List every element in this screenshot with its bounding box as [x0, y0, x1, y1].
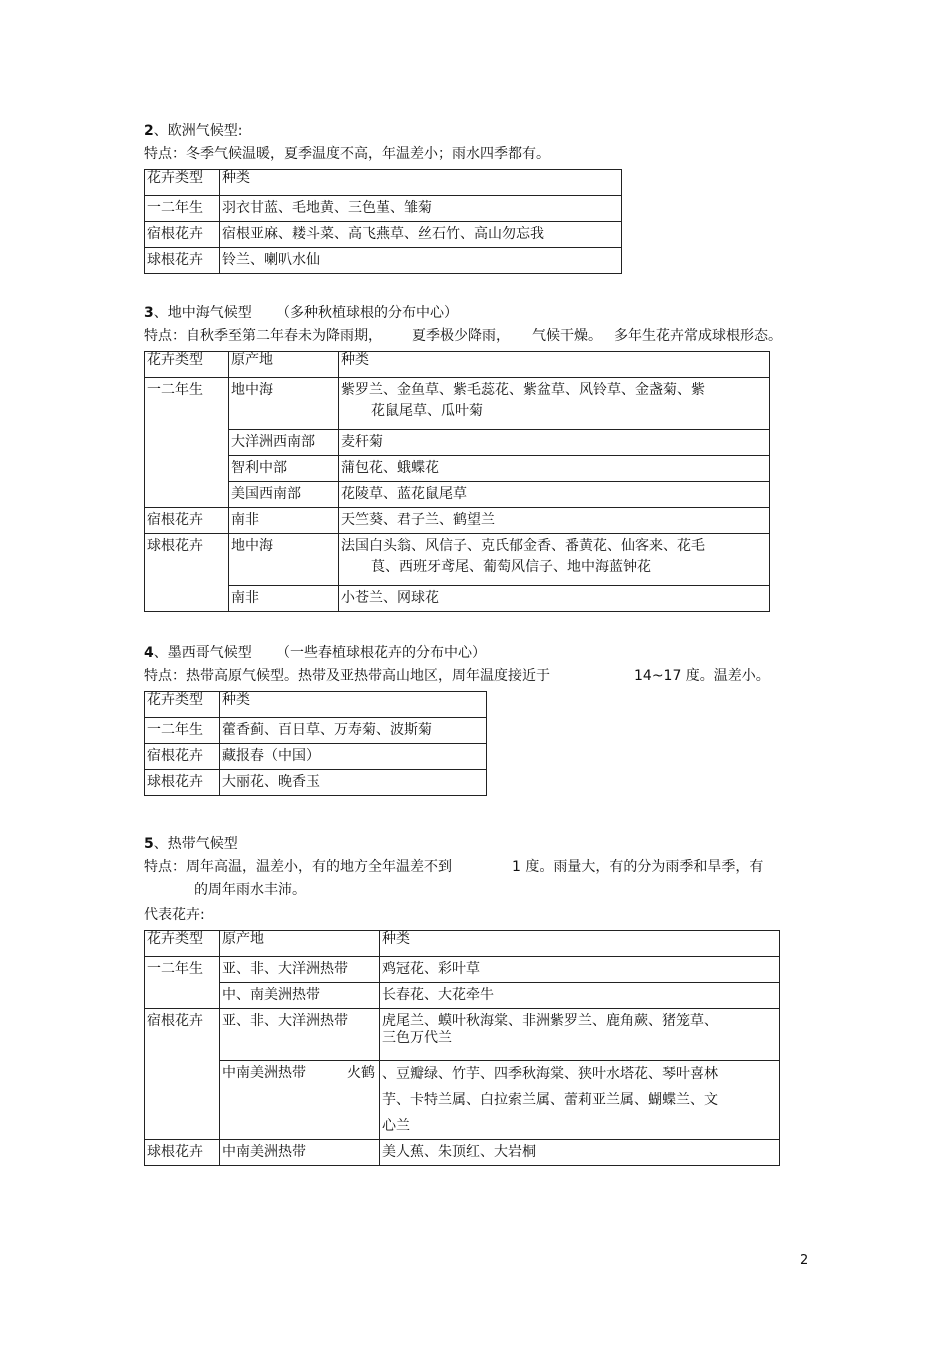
species-cell: 麦秆菊: [339, 430, 770, 456]
table-row: [145, 586, 770, 612]
species-cell: 铃兰、喇叭水仙: [220, 248, 622, 274]
section-4-description: 特点：热带高原气候型。热带及亚热带高山地区，周年温度接近于: [144, 668, 550, 684]
overflow-text: 火鹤: [347, 1065, 375, 1081]
type-cell: 宿根花卉: [145, 222, 220, 248]
header-cell: 种类: [220, 692, 487, 718]
origin-cell: 亚、非、大洋洲热带: [220, 1009, 380, 1061]
type-cell: 一二年生: [145, 718, 220, 744]
table-mexico: [144, 691, 487, 796]
origin-cell: 中南美洲热带: [220, 1140, 380, 1166]
representative-flowers-label: 代表花卉:: [144, 907, 205, 923]
page-number: 2: [800, 1253, 809, 1268]
origin-cell: 亚、非、大洋洲热带: [220, 957, 380, 983]
species-cell: 长春花、大花牵牛: [380, 983, 780, 1009]
origin-cell: 大洋洲西南部: [229, 430, 339, 456]
species-cell: 虎尾兰、蟆叶秋海棠、非洲紫罗兰、鹿角蕨、猪笼草、 三色万代兰: [380, 1009, 780, 1061]
table-header-row: [145, 692, 487, 718]
species-cell: 藿香蓟、百日草、万寿菊、波斯菊: [220, 718, 487, 744]
type-cell: 球根花卉: [145, 1140, 220, 1166]
species-cell: 法国白头翁、风信子、克氏郁金香、番黄花、仙客来、花毛 茛、西班牙鸢尾、葡萄风信子、地中海蓝钟花: [339, 534, 770, 586]
table-row: [145, 482, 770, 508]
type-cell: 宿根花卉: [145, 508, 229, 534]
section-5-title: 5、热带气候型: [144, 836, 238, 852]
table-mediterranean: [144, 351, 770, 612]
header-cell: 花卉类型: [145, 931, 220, 957]
header-cell: 花卉类型: [145, 352, 229, 378]
table-row: [145, 1140, 780, 1166]
type-cell: 球根花卉: [145, 770, 220, 796]
table-tropical: [144, 930, 780, 1166]
table-header-row: [145, 931, 780, 957]
species-cell: 羽衣甘蓝、毛地黄、三色堇、雏菊: [220, 196, 622, 222]
table-row: [145, 430, 770, 456]
table-row: [145, 456, 770, 482]
type-cell: 球根花卉: [145, 248, 220, 274]
species-cell: 美人蕉、朱顶红、大岩桐: [380, 1140, 780, 1166]
section-5-description-cont: 1 度。雨量大，有的分为雨季和旱季，有: [512, 859, 764, 875]
origin-cell: 美国西南部: [229, 482, 339, 508]
header-cell: 种类: [339, 352, 770, 378]
table-row: [145, 770, 487, 796]
table-row: [145, 508, 770, 534]
table-row: [145, 957, 780, 983]
table-row: [145, 983, 780, 1009]
table-europe: [144, 169, 622, 274]
header-cell: 种类: [220, 170, 622, 196]
type-cell: 一二年生: [145, 957, 220, 1009]
species-cell: 、豆瓣绿、竹芋、四季秋海棠、狭叶水塔花、琴叶喜林 芋、卡特兰属、白拉索兰属、蕾莉亚兰属、蝴蝶兰、文 心兰: [380, 1061, 780, 1140]
section-3-title: 3、地中海气候型: [144, 305, 252, 321]
header-cell: 原产地: [220, 931, 380, 957]
header-cell: 原产地: [229, 352, 339, 378]
species-cell: 宿根亚麻、耧斗菜、高飞燕草、丝石竹、高山勿忘我: [220, 222, 622, 248]
table-row: [145, 534, 770, 586]
table-header-row: [145, 352, 770, 378]
species-cell: 藏报春（中国）: [220, 744, 487, 770]
origin-cell: 智利中部: [229, 456, 339, 482]
origin-cell: 地中海: [229, 534, 339, 586]
table-row: [145, 1061, 780, 1140]
table-row: [145, 718, 487, 744]
species-cell: 鸡冠花、彩叶草: [380, 957, 780, 983]
section-5-description-line2: 的周年雨水丰沛。: [194, 882, 306, 898]
type-cell: 一二年生: [145, 378, 229, 508]
table-row: [145, 248, 622, 274]
table-row: [145, 378, 770, 430]
table-row: [145, 744, 487, 770]
section-2-title: 2、欧洲气候型:: [144, 123, 243, 139]
section-4-subtitle: （一些春植球根花卉的分布中心）: [276, 645, 486, 661]
section-4-description-cont: 14~17 度。温差小。: [634, 668, 770, 684]
table-row: [145, 196, 622, 222]
section-3-subtitle: （多种秋植球根的分布中心）: [276, 305, 458, 321]
origin-cell: 地中海: [229, 378, 339, 430]
type-cell: 一二年生: [145, 196, 220, 222]
origin-cell: 南非: [229, 508, 339, 534]
species-cell: 天竺葵、君子兰、鹤望兰: [339, 508, 770, 534]
type-cell: 宿根花卉: [145, 744, 220, 770]
section-3-description: 特点：自秋季至第二年春未为降雨期， 夏季极少降雨， 气候干燥。 多年生花卉常成球根形态。: [144, 328, 782, 344]
species-cell: 紫罗兰、金鱼草、紫毛蕊花、紫盆草、风铃草、金盏菊、紫 花鼠尾草、瓜叶菊: [339, 378, 770, 430]
header-cell: 花卉类型: [145, 170, 220, 196]
origin-cell: 中、南美洲热带: [220, 983, 380, 1009]
species-cell: 蒲包花、蛾蝶花: [339, 456, 770, 482]
species-cell: 花陵草、蓝花鼠尾草: [339, 482, 770, 508]
origin-cell: 中南美洲热带 火鹤: [220, 1061, 380, 1140]
type-cell: 球根花卉: [145, 534, 229, 612]
species-cell: 大丽花、晚香玉: [220, 770, 487, 796]
origin-cell: 南非: [229, 586, 339, 612]
section-2-description: 特点：冬季气候温暖，夏季温度不高，年温差小；雨水四季都有。: [144, 146, 550, 162]
header-cell: 花卉类型: [145, 692, 220, 718]
table-header-row: [145, 170, 622, 196]
species-cell: 小苍兰、网球花: [339, 586, 770, 612]
section-4-title: 4、墨西哥气候型: [144, 645, 252, 661]
section-5-description: 特点：周年高温，温差小，有的地方全年温差不到: [144, 859, 452, 875]
table-row: [145, 1009, 780, 1061]
type-cell: 宿根花卉: [145, 1009, 220, 1140]
header-cell: 种类: [380, 931, 780, 957]
table-row: [145, 222, 622, 248]
